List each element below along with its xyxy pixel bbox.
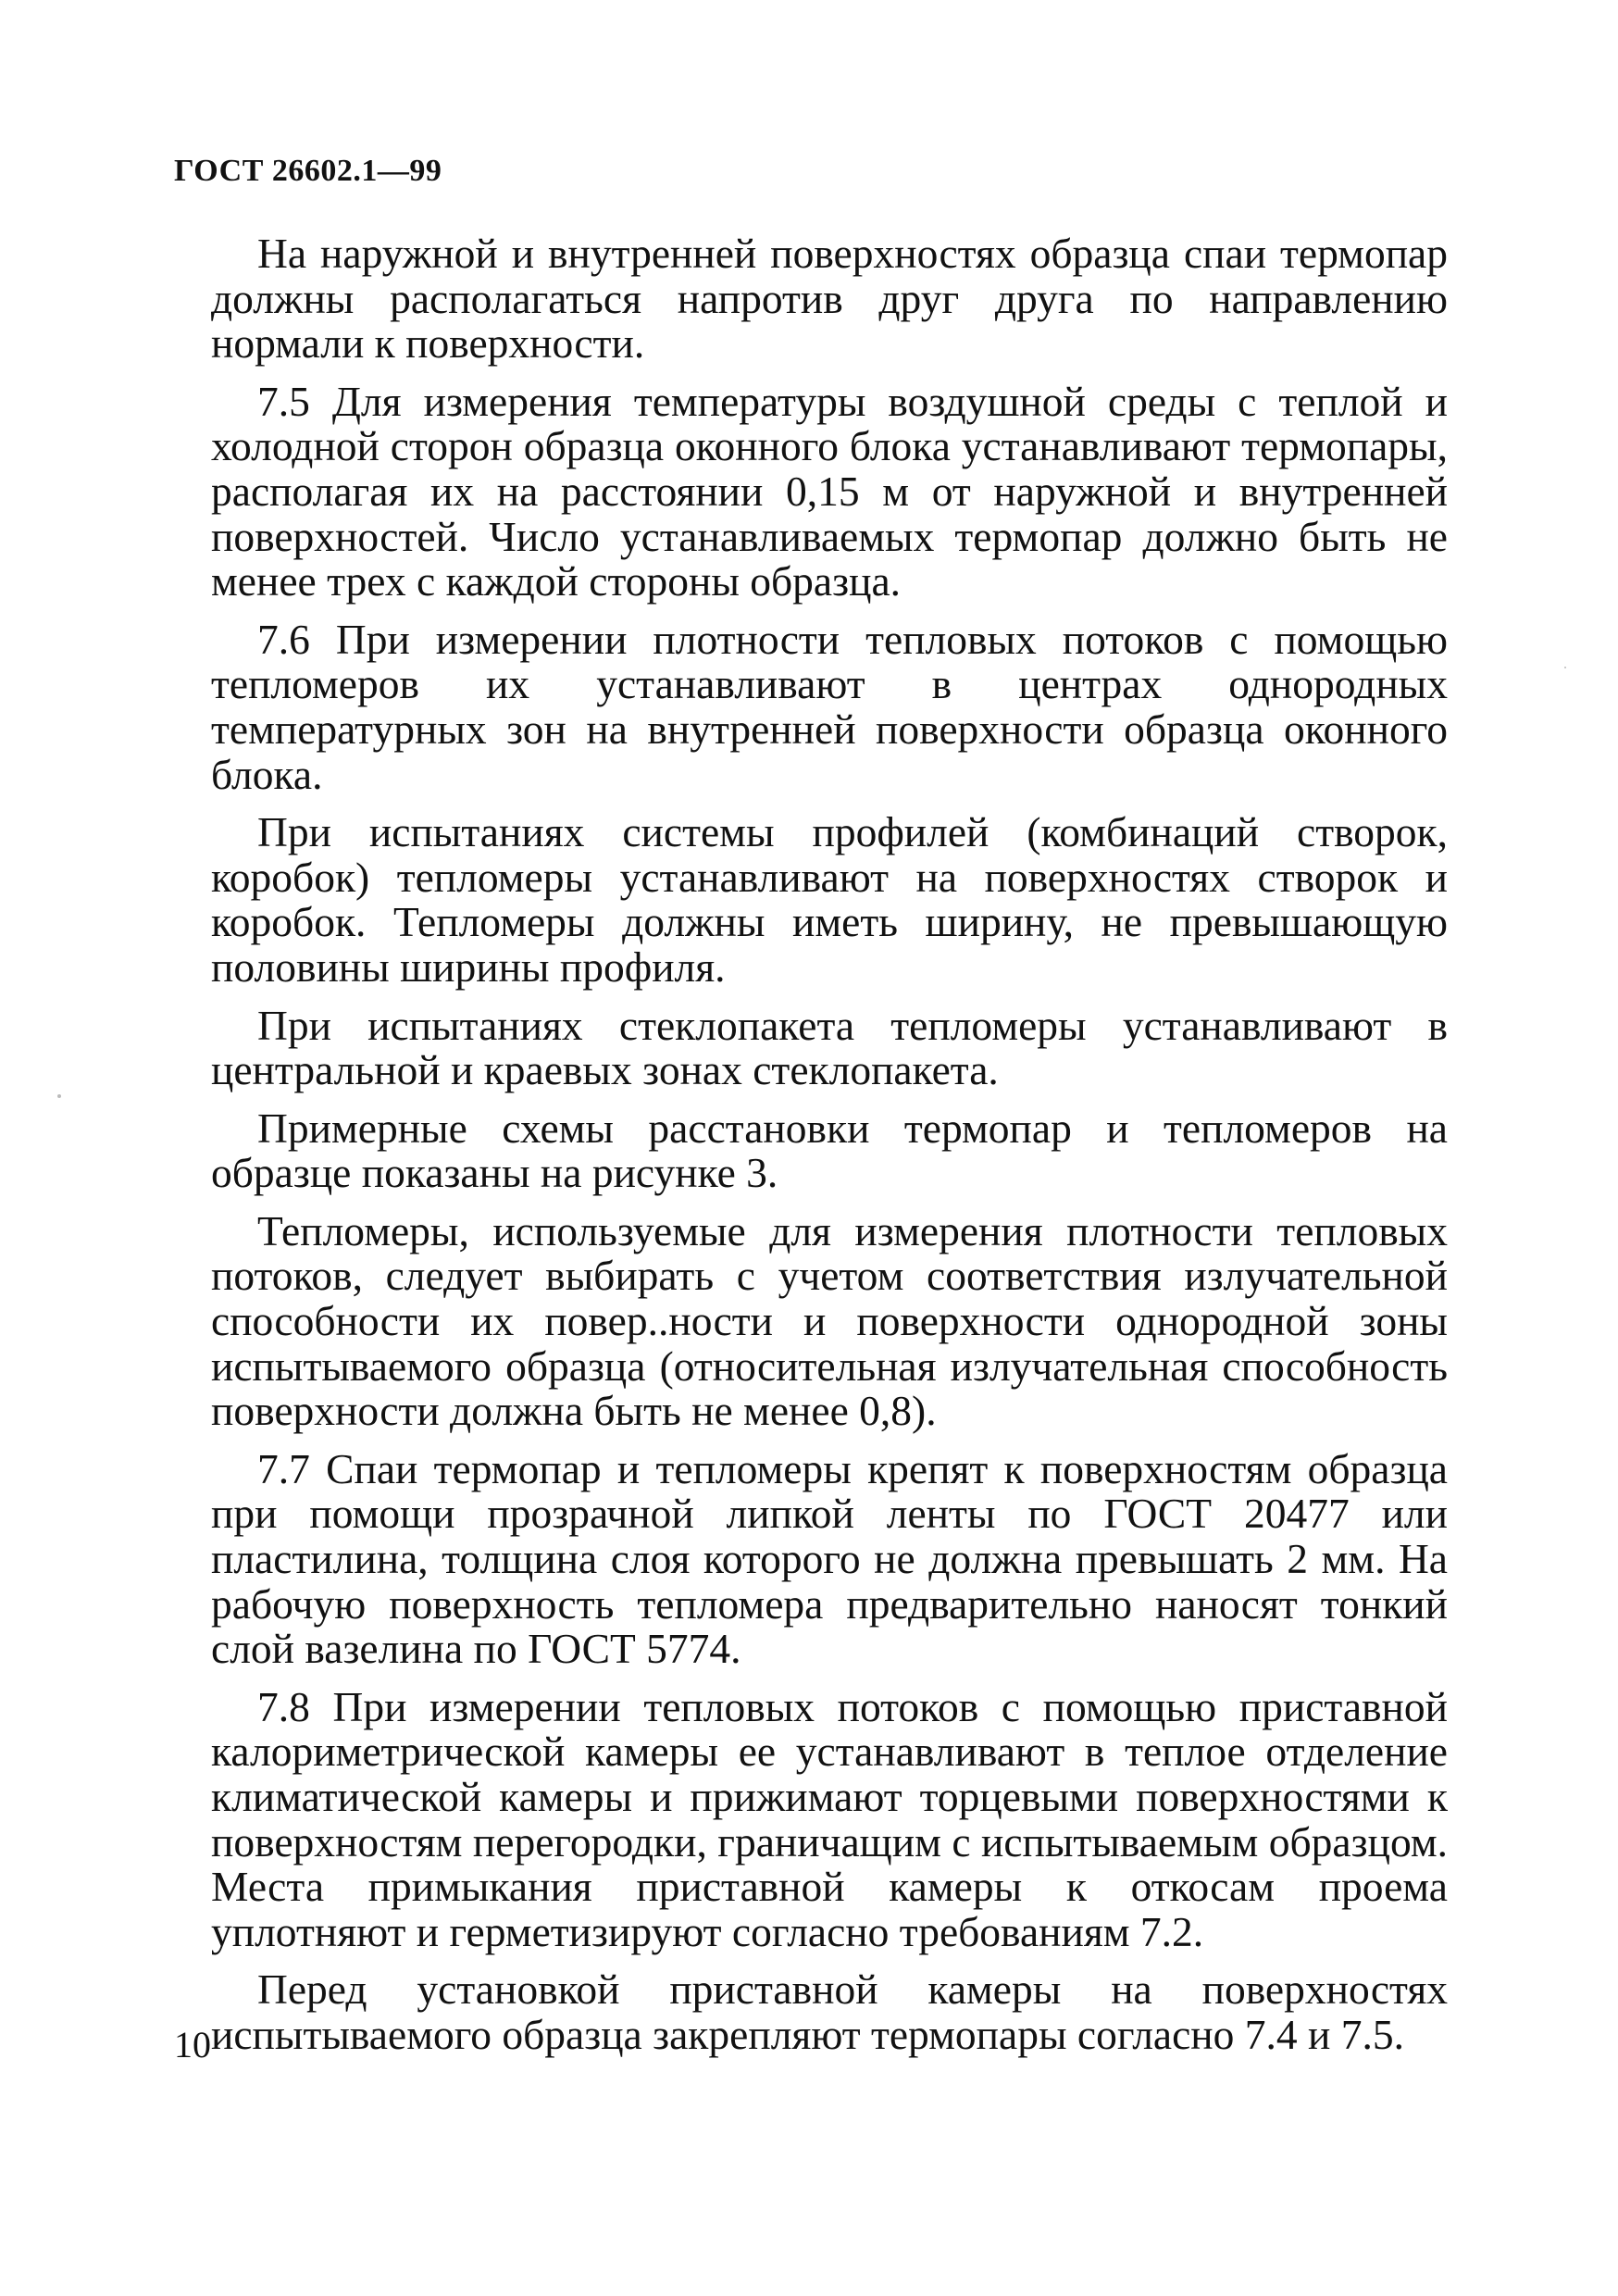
document-header: ГОСТ 26602.1—99: [174, 154, 442, 188]
paragraph: Тепломеры, используемые для измерения плотности тепловых потоков, следует выбирать с учетом соответствия излучательной способности их повер..ности и поверхности однородной зоны испытываемого образца (относительная излучательная способность поверхности должна быть не менее 0,8).: [211, 1206, 1448, 1435]
scan-speck: [1564, 667, 1566, 668]
page-number: 10: [174, 2024, 211, 2065]
document-body: [211, 231, 1448, 2058]
scan-speck: [57, 1094, 61, 1098]
paragraph: Перед установкой приставной камеры на поверхностях испытываемого образца закрепляют термопары согласно 7.4 и 7.5.: [211, 1965, 1448, 2058]
paragraph: 7.7 Спаи термопар и тепломеры крепят к поверхностям образца при помощи прозрачной липкой ленты по ГОСТ 20477 или пластилина, толщина слоя которого не должна превышать 2 мм. На рабочую поверхность тепломера предварительно наносят тонкий слой вазелина по ГОСТ 5774.: [211, 1444, 1448, 1673]
paragraph: 7.5 Для измерения температуры воздушной среды с теплой и холодной сторон образца оконного блока устанавливают термопары, располагая их на расстоянии 0,15 м от наружной и внутренней поверхностей. Число устанавливаемых термопар должно быть не менее трех с каждой стороны образца.: [211, 377, 1448, 605]
paragraph: 7.6 При измерении плотности тепловых потоков с помощью тепломеров их устанавливают в центрах однородных температурных зон на внутренней поверхности образца оконного блока.: [211, 615, 1448, 798]
paragraph: На наружной и внутренней поверхностях образца спаи термопар должны располагаться напротив друг друга по направлению нормали к поверхности.: [211, 230, 1448, 368]
paragraph: При испытаниях стеклопакета тепломеры устанавливают в центральной и краевых зонах стеклопакета.: [211, 1001, 1448, 1094]
paragraph: При испытаниях системы профилей (комбинаций створок, коробок) тепломеры устанавливают на поверхностях створок и коробок. Тепломеры должны иметь ширину, не превышающую половины ширины профиля.: [211, 808, 1448, 991]
paragraph: 7.8 При измерении тепловых потоков с помощью приставной калориметрической камеры ее устанавливают в теплое отделение климатической камеры и прижимают торцевыми поверхностями к поверхностям перегородки, граничащим с испытываемым образцом. Места примыкания приставной камеры к откосам проема уплотняют и герметизируют согласно требованиям 7.2.: [211, 1682, 1448, 1955]
paragraph: Примерные схемы расстановки термопар и тепломеров на образце показаны на рисунке 3.: [211, 1104, 1448, 1197]
